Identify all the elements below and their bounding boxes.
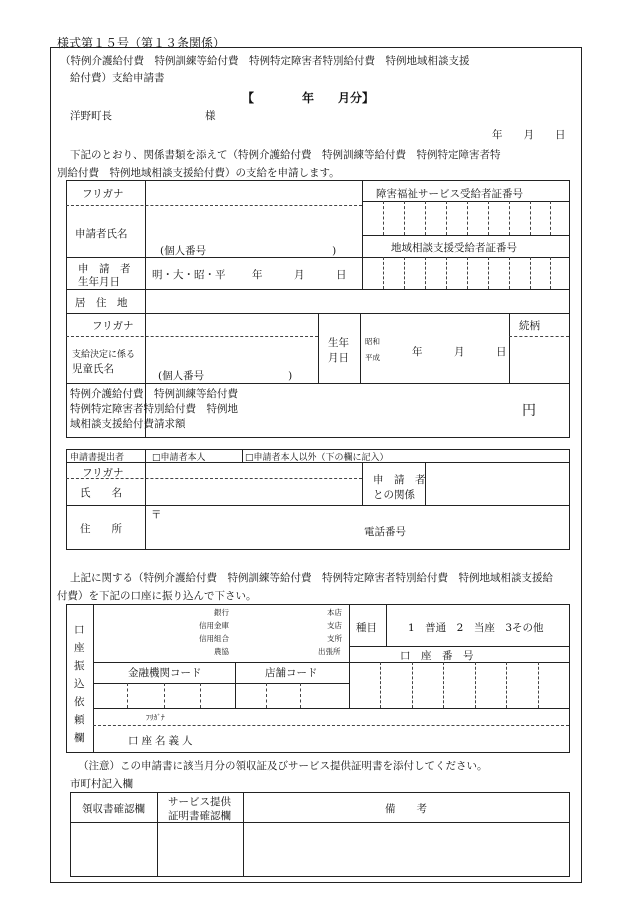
addressee: 洋野町長: [70, 110, 112, 122]
side-char-1: 口: [74, 624, 85, 636]
submitter-self-checkbox[interactable]: □申請者本人: [152, 453, 206, 463]
account-number-label: 口 座 番 号: [400, 650, 474, 662]
period: 【 年 月分】: [242, 91, 375, 105]
applicant-id-number: (個人番号 ): [160, 245, 337, 257]
applicant-name-label: 申請者氏名: [75, 228, 128, 240]
applicant-birth-date: 年 月 日: [252, 269, 347, 281]
intro-line-2: 別給付費 特例地域相談支援給付費）の支給を申請します。: [57, 167, 340, 179]
child-label-1: 支給決定に係る: [72, 350, 136, 360]
transfer-text-line-1: 上記に関する（特例介護給付費 特例訓練等給付費 特例特定障害者特別給付費 特例地域相談支援給: [70, 572, 553, 584]
service-cert-label: 障害福祉サービス受給者証番号: [376, 188, 523, 200]
submitter-relation-label-2: との関係: [373, 489, 415, 501]
child-id-number: (個人番号 ): [158, 370, 293, 382]
branch-type-shucchosho: 出張所: [318, 647, 341, 656]
submitter-furigana-label: フリガナ: [82, 467, 124, 479]
child-birth-label-1: 生年: [328, 337, 349, 349]
submitter-address-label: 住 所: [80, 523, 122, 535]
branch-code-label: 店舗コード: [265, 667, 318, 679]
phone-label: 電話番号: [364, 526, 406, 538]
claim-label-3: 域相談支援給付費請求額: [70, 418, 186, 430]
side-char-4: 込: [74, 678, 85, 690]
title-line-2: 給付費）支給申請書: [70, 72, 165, 84]
form-number: 様式第１５号（第１３条関係）: [57, 36, 226, 50]
intro-line-1: 下記のとおり、関係書類を添えて（特例介護給付費 特例訓練等給付費 特例特定障害者特: [70, 149, 501, 161]
side-char-7: 欄: [74, 732, 85, 744]
inst-type-bank: 銀行: [214, 608, 229, 617]
postal-mark: 〒: [151, 509, 162, 521]
child-furigana-label: フリガナ: [92, 320, 134, 332]
applicant-birth-label-1: 申 請 者: [78, 263, 131, 275]
service-cert-header-2: 証明書確認欄: [168, 810, 231, 822]
submitter-name-label: 氏 名: [80, 487, 122, 499]
child-birth-label-2: 月日: [328, 352, 349, 364]
branch-type-honten: 本店: [327, 608, 342, 617]
yen-label: 円: [522, 403, 536, 419]
application-date: 年 月 日: [492, 129, 566, 141]
side-char-5: 依: [74, 696, 85, 708]
remarks-header: 備 考: [385, 803, 427, 815]
branch-type-shiten: 支店: [327, 621, 342, 630]
office-use-label: 市町村記入欄: [70, 778, 133, 790]
side-char-3: 振: [74, 660, 85, 672]
holder-furigana-label: ﾌﾘｶﾞﾅ: [146, 713, 165, 722]
inst-type-kumiai: 信用組合: [199, 634, 229, 643]
submitter-label: 申請書提出者: [70, 453, 125, 463]
inst-type-nokyo: 農協: [214, 647, 229, 656]
sama: 様: [205, 110, 216, 122]
title-line-1: （特例介護給付費 特例訓練等給付費 特例特定障害者特別給付費 特例地域相談支援: [60, 55, 470, 67]
account-kind-label: 種目: [356, 622, 377, 634]
side-char-2: 座: [74, 642, 85, 654]
claim-label-2: 特例特定障害者特別給付費 特例地: [70, 403, 238, 415]
branch-type-shisho: 支所: [327, 634, 342, 643]
submitter-other-checkbox[interactable]: □申請者本人以外（下の欄に記入）: [245, 453, 389, 463]
applicant-furigana-label: フリガナ: [82, 188, 124, 200]
applicant-birth-label-2: 生年月日: [78, 276, 120, 288]
child-era-showa: 昭和: [365, 337, 380, 346]
side-char-6: 頼: [74, 714, 85, 726]
transfer-text-line-2: 付費）を下記の口座に振り込んで下さい。: [57, 590, 257, 602]
account-kind-options: 1 普通 2 当座 3その他: [408, 622, 544, 634]
child-label-2: 児童氏名: [72, 363, 114, 375]
applicant-era-options: 明・大・昭・平: [152, 269, 226, 281]
service-cert-header-1: サービス提供: [168, 796, 231, 808]
caution-note: （注意）この申請書に該当月分の領収証及びサービス提供証明書を添付してください。: [78, 760, 488, 772]
address-label: 居 住 地: [75, 297, 128, 309]
bank-code-label: 金融機関コード: [128, 667, 202, 679]
inst-type-shinkin: 信用金庫: [199, 621, 229, 630]
child-era-heisei: 平成: [365, 353, 380, 362]
claim-label-1: 特例介護給付費 特例訓練等給付費: [70, 388, 238, 400]
submitter-relation-label-1: 申 請 者: [373, 474, 426, 486]
receipt-check-header: 領収書確認欄: [82, 803, 145, 815]
account-holder-label: 口座名義人: [128, 735, 196, 747]
child-birth-date: 年 月 日: [412, 346, 507, 358]
child-relation-label: 続柄: [519, 320, 540, 332]
community-cert-label: 地域相談支援受給者証番号: [391, 242, 517, 254]
